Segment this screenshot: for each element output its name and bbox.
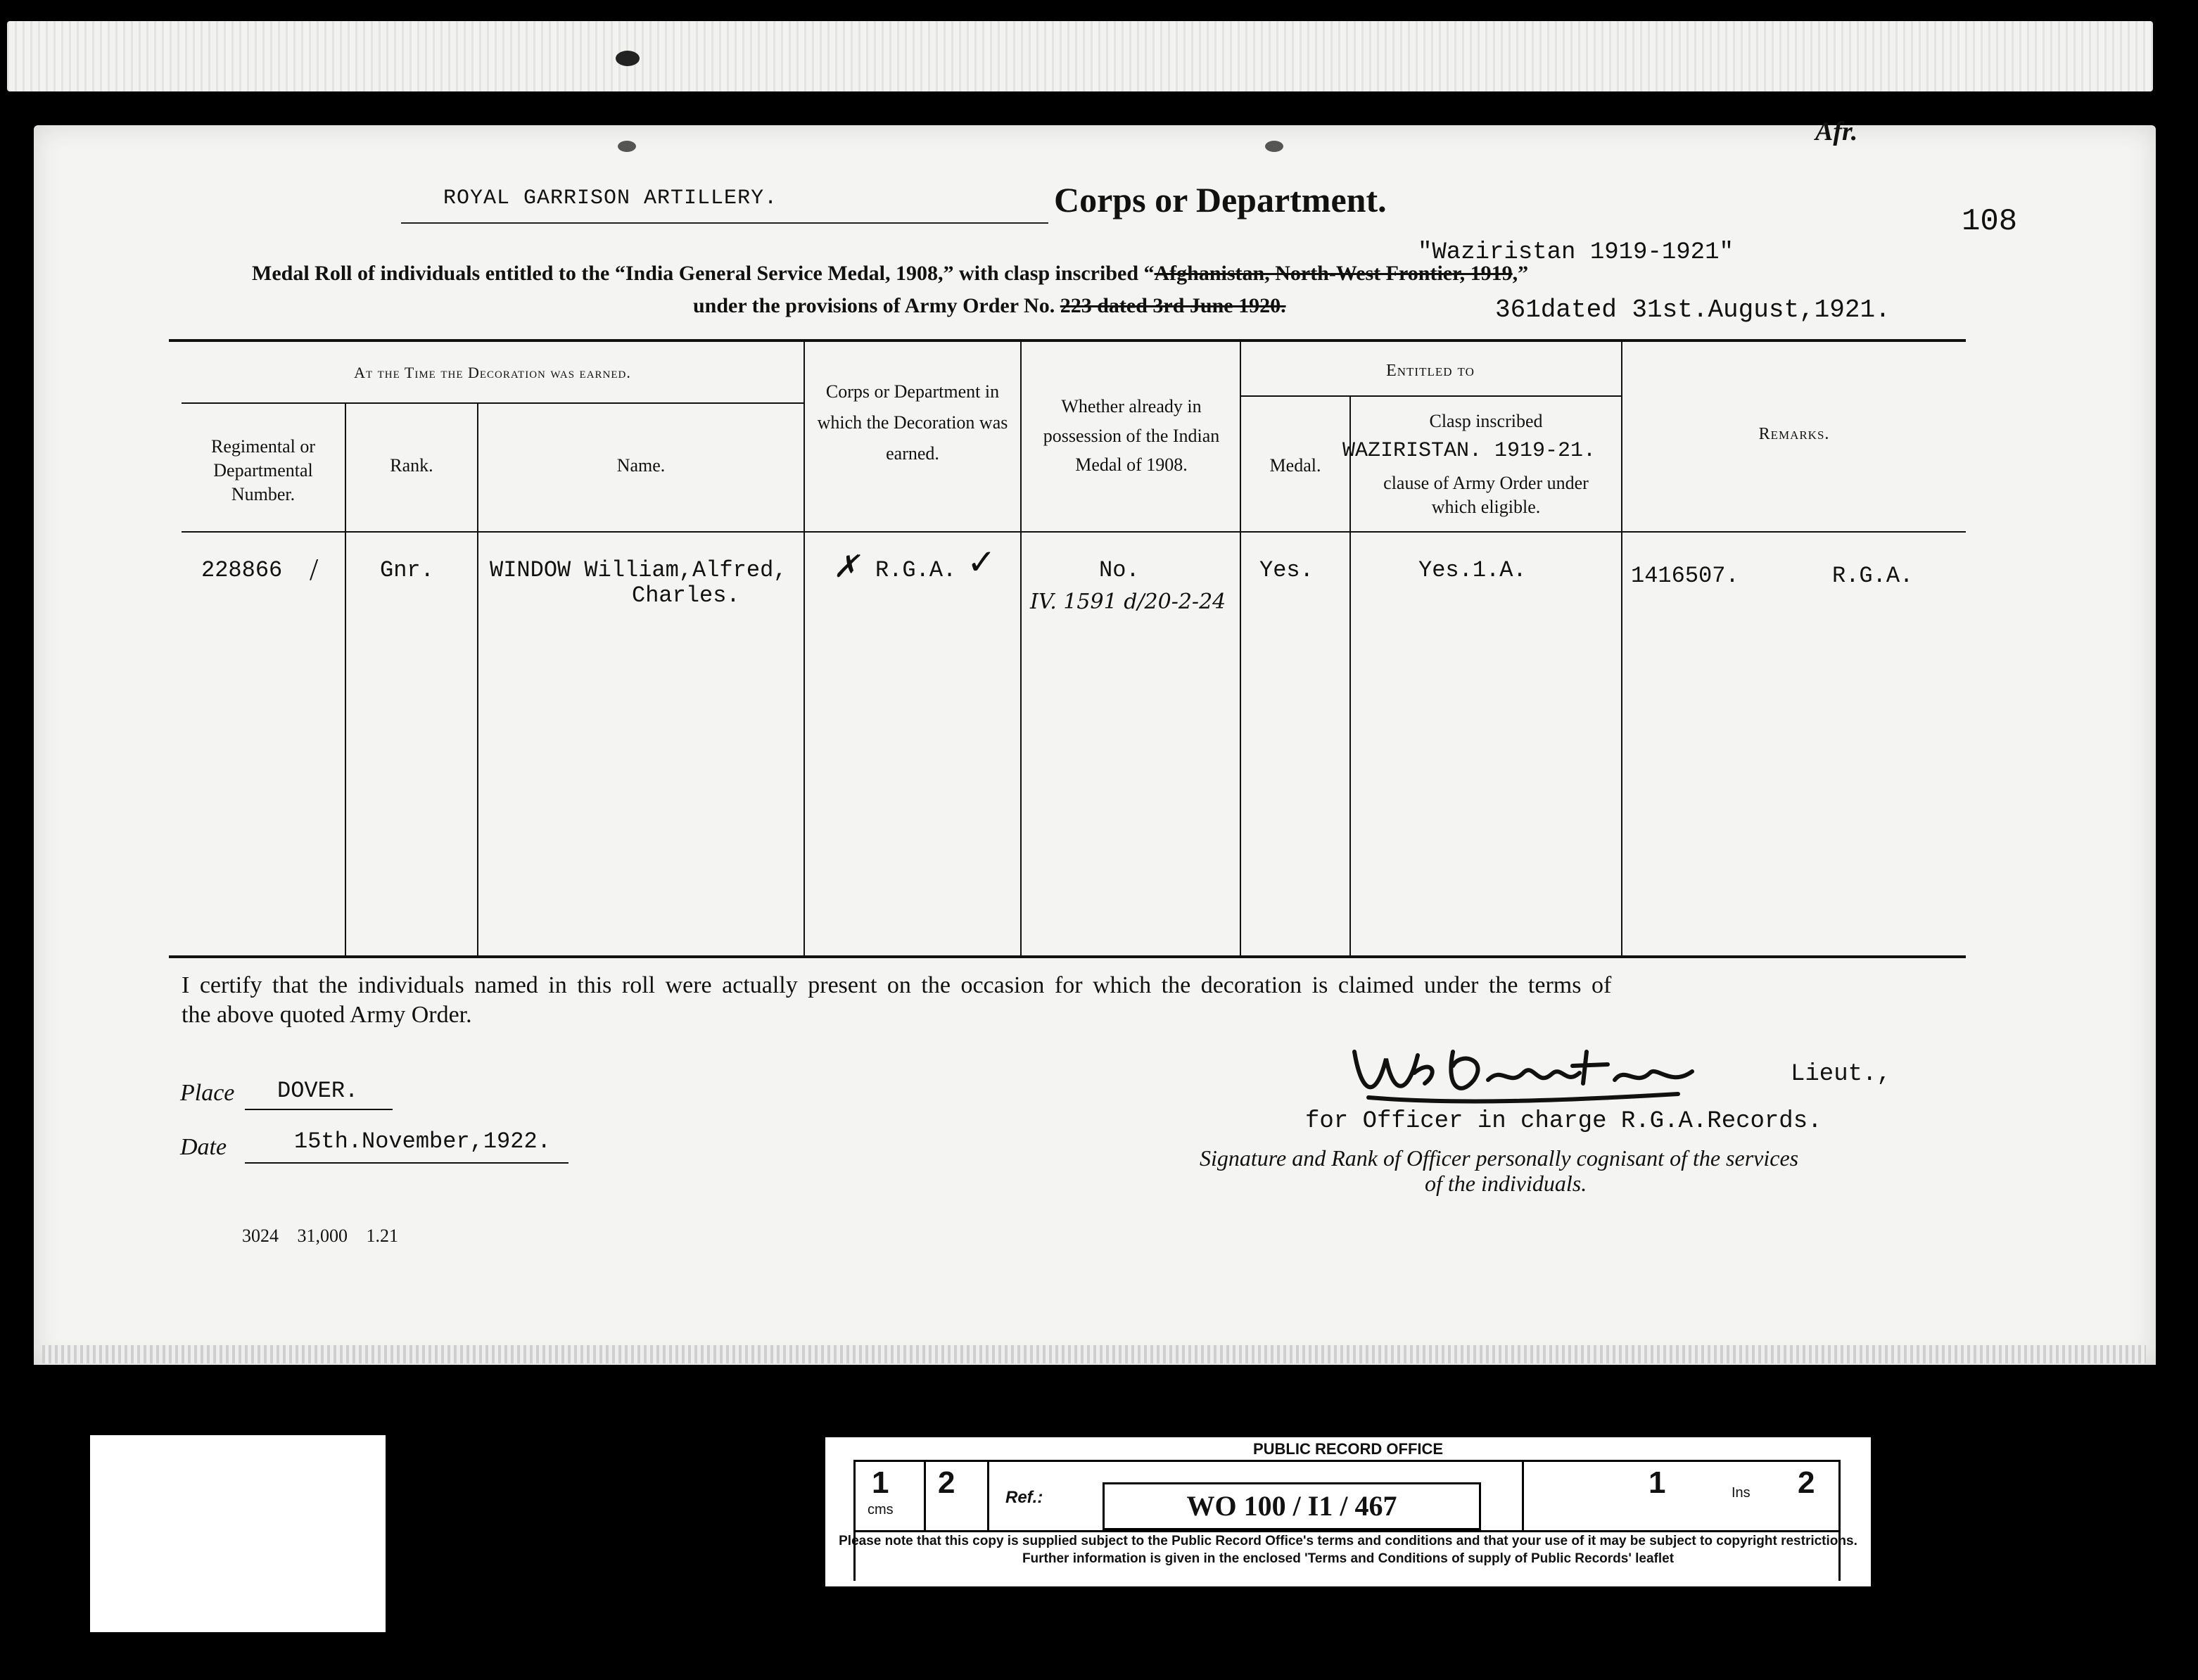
ref-label: Ref.: [1005, 1488, 1043, 1507]
col-divider [803, 342, 805, 955]
cell-corps: R.G.A. [875, 557, 957, 583]
scale-in-2: 2 [1798, 1465, 1815, 1500]
corps-name: ROYAL GARRISON ARTILLERY. [443, 186, 778, 210]
scale-in-1: 1 [1648, 1465, 1666, 1500]
corps-title: Corps or Department. [1054, 180, 1387, 219]
group-header-entitled: Entitled to [1386, 362, 1475, 380]
col-divider [477, 404, 478, 955]
cell-rank: Gnr. [380, 557, 434, 583]
scale-cm-2: 2 [938, 1465, 955, 1500]
punch-hole [618, 141, 636, 152]
cell-clasp: Yes.1.A. [1418, 557, 1527, 583]
pro-reference-label [823, 1435, 1873, 1589]
col-header-remarks: Remarks. [1758, 425, 1830, 443]
group-header-time: At the Time the Decoration was earned. [354, 364, 631, 381]
col-header-corps: Corps or Department in which the Decoration was earned. [817, 381, 1008, 464]
cell-remarks-unit: R.G.A. [1832, 563, 1914, 589]
header-rule [1240, 395, 1621, 397]
punch-hole [1265, 141, 1283, 152]
roll-intro [252, 262, 1528, 286]
officer-signature [1347, 1031, 1699, 1115]
date-label: Date [180, 1134, 227, 1160]
signature-for: for Officer in charge R.G.A.Records. [1305, 1108, 1822, 1135]
pro-title: PUBLIC RECORD OFFICE [1252, 1440, 1444, 1458]
col-divider [1240, 342, 1241, 955]
punch-hole [616, 51, 640, 66]
blank-label [90, 1435, 386, 1632]
date-underline [245, 1162, 568, 1164]
corner-mark: Afr. [1815, 117, 1858, 146]
place-underline [245, 1109, 393, 1110]
signature-rank: Lieut., [1791, 1061, 1891, 1088]
roll-intro-text: Medal Roll of individuals entitled to the “India General Service Medal, 1908,” with clasp inscribed “ [252, 262, 1155, 285]
pro-rule [853, 1530, 1838, 1532]
check-mark: ✓ [967, 542, 996, 582]
cell-name-line2: Charles. [632, 583, 740, 609]
cell-medal: Yes. [1259, 557, 1314, 583]
col-divider [345, 404, 346, 955]
pro-rule [924, 1460, 926, 1530]
tick-mark: / [310, 552, 319, 587]
order-new: 361dated 31st.August,1921. [1495, 295, 1891, 324]
pro-rule [1522, 1460, 1524, 1530]
print-code: 3024 31,000 1.21 [242, 1226, 398, 1246]
page-number: 108 [1962, 204, 2018, 239]
clasp-close: ,” [1512, 262, 1529, 285]
cross-mark: ✗ [833, 549, 859, 584]
order-struck: 223 dated 3rd June 1920. [1060, 294, 1286, 317]
date-value: 15th.November,1922. [294, 1128, 551, 1154]
header-bottom-rule [182, 531, 1966, 533]
col-header-clasp-top: Clasp inscribed [1429, 411, 1543, 431]
certification-line2: the above quoted Army Order. [182, 1002, 472, 1028]
col-header-medal: Medal. [1269, 455, 1321, 476]
col-header-clasp-bottom: clause of Army Order under which eligible. [1383, 473, 1589, 517]
col-header-possession: Whether already in possession of the Indian Medal of 1908. [1043, 396, 1220, 476]
col-header-rank: Rank. [390, 455, 433, 476]
cell-possession: No. [1099, 557, 1140, 583]
top-edge-strip [7, 21, 2153, 91]
table-top-rule [169, 339, 1966, 342]
cell-number: 228866 [201, 557, 283, 583]
col-divider [1020, 342, 1022, 955]
place-value: DOVER. [277, 1078, 359, 1104]
cell-possession-note: IV. 1591 d/20-2-24 [1030, 590, 1226, 614]
table-bottom-rule [169, 955, 1966, 958]
scale-cms: cms [868, 1502, 894, 1517]
col-header-name: Name. [616, 455, 666, 476]
col-header-number: Regimental or Departmental Number. [210, 436, 315, 504]
signature-caption-1: Signature and Rank of Officer personally cognisant of the services [1200, 1145, 1799, 1171]
pro-rule [987, 1460, 989, 1530]
ref-value: WO 100 / I1 / 467 [1103, 1482, 1481, 1530]
scale-ins: Ins [1732, 1485, 1751, 1501]
certification-line1: I certify that the individuals named in this roll were actually present on the occasion for which the decoration is claimed under the terms of [182, 972, 1612, 998]
pro-rule [853, 1460, 1838, 1462]
signature-caption-2: of the individuals. [1425, 1171, 1587, 1196]
col-header-clasp-insert: WAZIRISTAN. 1919-21. [1342, 439, 1596, 463]
cell-name-line1: WINDOW William,Alfred, [490, 557, 787, 583]
clasp-struck: Afghanistan, North-West Frontier, 1919 [1154, 262, 1513, 285]
corps-underline [401, 222, 1048, 224]
place-label: Place [180, 1080, 235, 1106]
cell-remarks-number: 1416507. [1631, 563, 1739, 589]
header-rule [182, 402, 803, 404]
col-divider [1349, 397, 1351, 955]
clasp-new-text: "Waziristan 1919-1921" [1418, 239, 1734, 266]
provisions-line [693, 294, 1286, 318]
pro-copyright-note: Please note that this copy is supplied subject to the Public Record Office's terms and conditions and that your use of it may be subject to copyright restrictions. Further information is given in the enclosed 'Terms and Conditions of supply of Public Records' leaflet [839, 1534, 1857, 1566]
sheet-edge [42, 1345, 2146, 1363]
provisions-intro: under the provisions of Army Order No. [693, 294, 1055, 317]
scale-cm-1: 1 [872, 1465, 889, 1500]
